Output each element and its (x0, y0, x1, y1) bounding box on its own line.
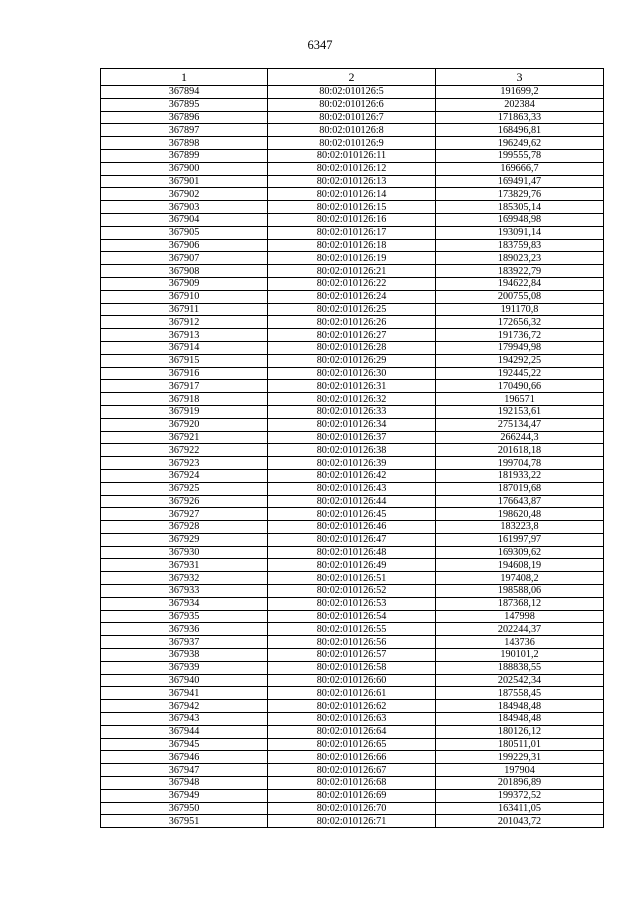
cadastral-number-cell: 80:02:010126:48 (268, 546, 436, 559)
table-row (101, 687, 604, 700)
value-cell: 183759,83 (436, 239, 604, 252)
row-number-cell: 367951 (101, 815, 268, 828)
table-row (101, 700, 604, 713)
value-cell: 189023,23 (436, 252, 604, 265)
row-number-cell: 367915 (101, 354, 268, 367)
cadastral-number-cell: 80:02:010126:21 (268, 265, 436, 278)
table-row (101, 226, 604, 239)
row-number-cell: 367894 (101, 86, 268, 99)
cadastral-number-cell: 80:02:010126:62 (268, 700, 436, 713)
row-number-cell: 367897 (101, 124, 268, 137)
value-cell: 176643,87 (436, 495, 604, 508)
row-number-cell: 367927 (101, 508, 268, 521)
row-number-cell: 367914 (101, 341, 268, 354)
row-number-cell: 367925 (101, 482, 268, 495)
row-number-cell: 367936 (101, 623, 268, 636)
value-cell: 163411,05 (436, 802, 604, 815)
value-cell: 143736 (436, 636, 604, 649)
table-row (101, 777, 604, 790)
row-number-cell: 367923 (101, 457, 268, 470)
table-row (101, 725, 604, 738)
table-row (101, 572, 604, 585)
cadastral-number-cell: 80:02:010126:38 (268, 444, 436, 457)
table-row (101, 508, 604, 521)
row-number-cell: 367945 (101, 738, 268, 751)
cadastral-number-cell: 80:02:010126:5 (268, 86, 436, 99)
row-number-cell: 367904 (101, 213, 268, 226)
header-row (101, 69, 604, 86)
cadastral-number-cell: 80:02:010126:45 (268, 508, 436, 521)
value-cell: 199229,31 (436, 751, 604, 764)
table-row (101, 482, 604, 495)
row-number-cell: 367929 (101, 533, 268, 546)
table-row (101, 636, 604, 649)
cadastral-number-cell: 80:02:010126:12 (268, 162, 436, 175)
cadastral-number-cell: 80:02:010126:11 (268, 149, 436, 162)
table-row (101, 469, 604, 482)
row-number-cell: 367922 (101, 444, 268, 457)
value-cell: 168496,81 (436, 124, 604, 137)
cadastral-number-cell: 80:02:010126:47 (268, 533, 436, 546)
cadastral-number-cell: 80:02:010126:29 (268, 354, 436, 367)
table-row (101, 329, 604, 342)
table-row (101, 457, 604, 470)
table-row (101, 597, 604, 610)
cadastral-number-cell: 80:02:010126:71 (268, 815, 436, 828)
value-cell: 194608,19 (436, 559, 604, 572)
cadastral-number-cell: 80:02:010126:39 (268, 457, 436, 470)
cadastral-number-cell: 80:02:010126:25 (268, 303, 436, 316)
cadastral-number-cell: 80:02:010126:43 (268, 482, 436, 495)
table-header (101, 69, 604, 86)
cadastral-number-cell: 80:02:010126:42 (268, 469, 436, 482)
value-cell: 196249,62 (436, 137, 604, 150)
row-number-cell: 367901 (101, 175, 268, 188)
row-number-cell: 367899 (101, 149, 268, 162)
table-row (101, 495, 604, 508)
row-number-cell: 367933 (101, 585, 268, 598)
table-row (101, 380, 604, 393)
row-number-cell: 367910 (101, 290, 268, 303)
value-cell: 147998 (436, 610, 604, 623)
value-cell: 199372,52 (436, 789, 604, 802)
cadastral-number-cell: 80:02:010126:15 (268, 201, 436, 214)
cadastral-number-cell: 80:02:010126:24 (268, 290, 436, 303)
value-cell: 266244,3 (436, 431, 604, 444)
row-number-cell: 367930 (101, 546, 268, 559)
table-row (101, 444, 604, 457)
row-number-cell: 367939 (101, 661, 268, 674)
cadastral-number-cell: 80:02:010126:53 (268, 597, 436, 610)
value-cell: 192153,61 (436, 405, 604, 418)
value-cell: 201896,89 (436, 777, 604, 790)
row-number-cell: 367900 (101, 162, 268, 175)
table-row (101, 354, 604, 367)
table-row (101, 175, 604, 188)
row-number-cell: 367907 (101, 252, 268, 265)
table-row (101, 124, 604, 137)
row-number-cell: 367906 (101, 239, 268, 252)
cadastral-number-cell: 80:02:010126:67 (268, 764, 436, 777)
row-number-cell: 367947 (101, 764, 268, 777)
table-row (101, 713, 604, 726)
row-number-cell: 367950 (101, 802, 268, 815)
table-row (101, 802, 604, 815)
value-cell: 180511,01 (436, 738, 604, 751)
value-cell: 190101,2 (436, 649, 604, 662)
cadastral-number-cell: 80:02:010126:46 (268, 521, 436, 534)
cadastral-number-cell: 80:02:010126:8 (268, 124, 436, 137)
row-number-cell: 367921 (101, 431, 268, 444)
table-row (101, 239, 604, 252)
cadastral-number-cell: 80:02:010126:49 (268, 559, 436, 572)
value-cell: 191170,8 (436, 303, 604, 316)
row-number-cell: 367946 (101, 751, 268, 764)
data-table (100, 68, 604, 828)
column-header-3: 3 (436, 69, 604, 86)
table-row (101, 86, 604, 99)
table-row (101, 405, 604, 418)
value-cell: 169309,62 (436, 546, 604, 559)
cadastral-number-cell: 80:02:010126:37 (268, 431, 436, 444)
value-cell: 198620,48 (436, 508, 604, 521)
table-row (101, 738, 604, 751)
value-cell: 192445,22 (436, 367, 604, 380)
cadastral-number-cell: 80:02:010126:68 (268, 777, 436, 790)
table-row (101, 98, 604, 111)
row-number-cell: 367916 (101, 367, 268, 380)
value-cell: 173829,76 (436, 188, 604, 201)
table-row (101, 649, 604, 662)
value-cell: 183223,8 (436, 521, 604, 534)
cadastral-number-cell: 80:02:010126:9 (268, 137, 436, 150)
row-number-cell: 367917 (101, 380, 268, 393)
row-number-cell: 367935 (101, 610, 268, 623)
value-cell: 184948,48 (436, 700, 604, 713)
table-row (101, 431, 604, 444)
table-row (101, 815, 604, 828)
row-number-cell: 367937 (101, 636, 268, 649)
row-number-cell: 367903 (101, 201, 268, 214)
value-cell: 193091,14 (436, 226, 604, 239)
row-number-cell: 367926 (101, 495, 268, 508)
value-cell: 169666,7 (436, 162, 604, 175)
cadastral-number-cell: 80:02:010126:60 (268, 674, 436, 687)
table-row (101, 674, 604, 687)
column-header-2: 2 (268, 69, 436, 86)
page-number: 6347 (307, 38, 333, 52)
value-cell: 191736,72 (436, 329, 604, 342)
value-cell: 197408,2 (436, 572, 604, 585)
value-cell: 183922,79 (436, 265, 604, 278)
row-number-cell: 367911 (101, 303, 268, 316)
row-number-cell: 367943 (101, 713, 268, 726)
cadastral-number-cell: 80:02:010126:27 (268, 329, 436, 342)
cadastral-number-cell: 80:02:010126:61 (268, 687, 436, 700)
cadastral-number-cell: 80:02:010126:69 (268, 789, 436, 802)
cadastral-number-cell: 80:02:010126:19 (268, 252, 436, 265)
row-number-cell: 367932 (101, 572, 268, 585)
value-cell: 194292,25 (436, 354, 604, 367)
table-row (101, 162, 604, 175)
row-number-cell: 367949 (101, 789, 268, 802)
cadastral-number-cell: 80:02:010126:16 (268, 213, 436, 226)
cadastral-number-cell: 80:02:010126:28 (268, 341, 436, 354)
value-cell: 171863,33 (436, 111, 604, 124)
cadastral-number-cell: 80:02:010126:33 (268, 405, 436, 418)
value-cell: 202244,37 (436, 623, 604, 636)
table-row (101, 149, 604, 162)
table-row (101, 303, 604, 316)
cadastral-number-cell: 80:02:010126:54 (268, 610, 436, 623)
table-row (101, 533, 604, 546)
value-cell: 187558,45 (436, 687, 604, 700)
value-cell: 198588,06 (436, 585, 604, 598)
value-cell: 169948,98 (436, 213, 604, 226)
table-row (101, 265, 604, 278)
row-number-cell: 367909 (101, 277, 268, 290)
cadastral-number-cell: 80:02:010126:63 (268, 713, 436, 726)
cadastral-number-cell: 80:02:010126:34 (268, 418, 436, 431)
value-cell: 180126,12 (436, 725, 604, 738)
row-number-cell: 367912 (101, 316, 268, 329)
row-number-cell: 367918 (101, 393, 268, 406)
cadastral-number-cell: 80:02:010126:22 (268, 277, 436, 290)
table-row (101, 764, 604, 777)
cadastral-number-cell: 80:02:010126:70 (268, 802, 436, 815)
table-row (101, 521, 604, 534)
row-number-cell: 367896 (101, 111, 268, 124)
cadastral-number-cell: 80:02:010126:44 (268, 495, 436, 508)
cadastral-number-cell: 80:02:010126:31 (268, 380, 436, 393)
cadastral-number-cell: 80:02:010126:6 (268, 98, 436, 111)
table-row (101, 751, 604, 764)
value-cell: 199555,78 (436, 149, 604, 162)
table-row (101, 559, 604, 572)
table-row (101, 201, 604, 214)
table-row (101, 789, 604, 802)
value-cell: 199704,78 (436, 457, 604, 470)
table-row (101, 661, 604, 674)
table-row (101, 367, 604, 380)
row-number-cell: 367895 (101, 98, 268, 111)
row-number-cell: 367902 (101, 188, 268, 201)
value-cell: 191699,2 (436, 86, 604, 99)
value-cell: 202542,34 (436, 674, 604, 687)
row-number-cell: 367938 (101, 649, 268, 662)
cadastral-number-cell: 80:02:010126:18 (268, 239, 436, 252)
row-number-cell: 367908 (101, 265, 268, 278)
cadastral-number-cell: 80:02:010126:55 (268, 623, 436, 636)
cadastral-number-cell: 80:02:010126:52 (268, 585, 436, 598)
value-cell: 181933,22 (436, 469, 604, 482)
value-cell: 201618,18 (436, 444, 604, 457)
table-row (101, 277, 604, 290)
table-row (101, 341, 604, 354)
table-body (101, 86, 604, 828)
table-row (101, 290, 604, 303)
row-number-cell: 367920 (101, 418, 268, 431)
value-cell: 179949,98 (436, 341, 604, 354)
table-row (101, 418, 604, 431)
row-number-cell: 367931 (101, 559, 268, 572)
value-cell: 184948,48 (436, 713, 604, 726)
cadastral-number-cell: 80:02:010126:56 (268, 636, 436, 649)
value-cell: 202384 (436, 98, 604, 111)
row-number-cell: 367948 (101, 777, 268, 790)
cadastral-number-cell: 80:02:010126:51 (268, 572, 436, 585)
row-number-cell: 367905 (101, 226, 268, 239)
cadastral-number-cell: 80:02:010126:7 (268, 111, 436, 124)
row-number-cell: 367940 (101, 674, 268, 687)
row-number-cell: 367942 (101, 700, 268, 713)
row-number-cell: 367928 (101, 521, 268, 534)
row-number-cell: 367898 (101, 137, 268, 150)
table-row (101, 393, 604, 406)
row-number-cell: 367924 (101, 469, 268, 482)
value-cell: 169491,47 (436, 175, 604, 188)
cadastral-number-cell: 80:02:010126:14 (268, 188, 436, 201)
table-row (101, 137, 604, 150)
cadastral-number-cell: 80:02:010126:58 (268, 661, 436, 674)
table-row (101, 213, 604, 226)
value-cell: 187368,12 (436, 597, 604, 610)
table-row (101, 623, 604, 636)
table-row (101, 610, 604, 623)
cadastral-number-cell: 80:02:010126:64 (268, 725, 436, 738)
value-cell: 197904 (436, 764, 604, 777)
cadastral-number-cell: 80:02:010126:17 (268, 226, 436, 239)
cadastral-number-cell: 80:02:010126:57 (268, 649, 436, 662)
value-cell: 170490,66 (436, 380, 604, 393)
value-cell: 185305,14 (436, 201, 604, 214)
cadastral-number-cell: 80:02:010126:13 (268, 175, 436, 188)
table-row (101, 252, 604, 265)
cadastral-number-cell: 80:02:010126:65 (268, 738, 436, 751)
cadastral-number-cell: 80:02:010126:66 (268, 751, 436, 764)
row-number-cell: 367934 (101, 597, 268, 610)
cadastral-number-cell: 80:02:010126:26 (268, 316, 436, 329)
value-cell: 275134,47 (436, 418, 604, 431)
column-header-1: 1 (101, 69, 268, 86)
value-cell: 187019,68 (436, 482, 604, 495)
row-number-cell: 367913 (101, 329, 268, 342)
value-cell: 172656,32 (436, 316, 604, 329)
value-cell: 188838,55 (436, 661, 604, 674)
table-row (101, 546, 604, 559)
value-cell: 200755,08 (436, 290, 604, 303)
value-cell: 161997,97 (436, 533, 604, 546)
table-row (101, 188, 604, 201)
cadastral-number-cell: 80:02:010126:32 (268, 393, 436, 406)
row-number-cell: 367941 (101, 687, 268, 700)
cadastral-number-cell: 80:02:010126:30 (268, 367, 436, 380)
row-number-cell: 367944 (101, 725, 268, 738)
table-row (101, 316, 604, 329)
table-row (101, 111, 604, 124)
table-row (101, 585, 604, 598)
value-cell: 201043,72 (436, 815, 604, 828)
value-cell: 194622,84 (436, 277, 604, 290)
row-number-cell: 367919 (101, 405, 268, 418)
value-cell: 196571 (436, 393, 604, 406)
